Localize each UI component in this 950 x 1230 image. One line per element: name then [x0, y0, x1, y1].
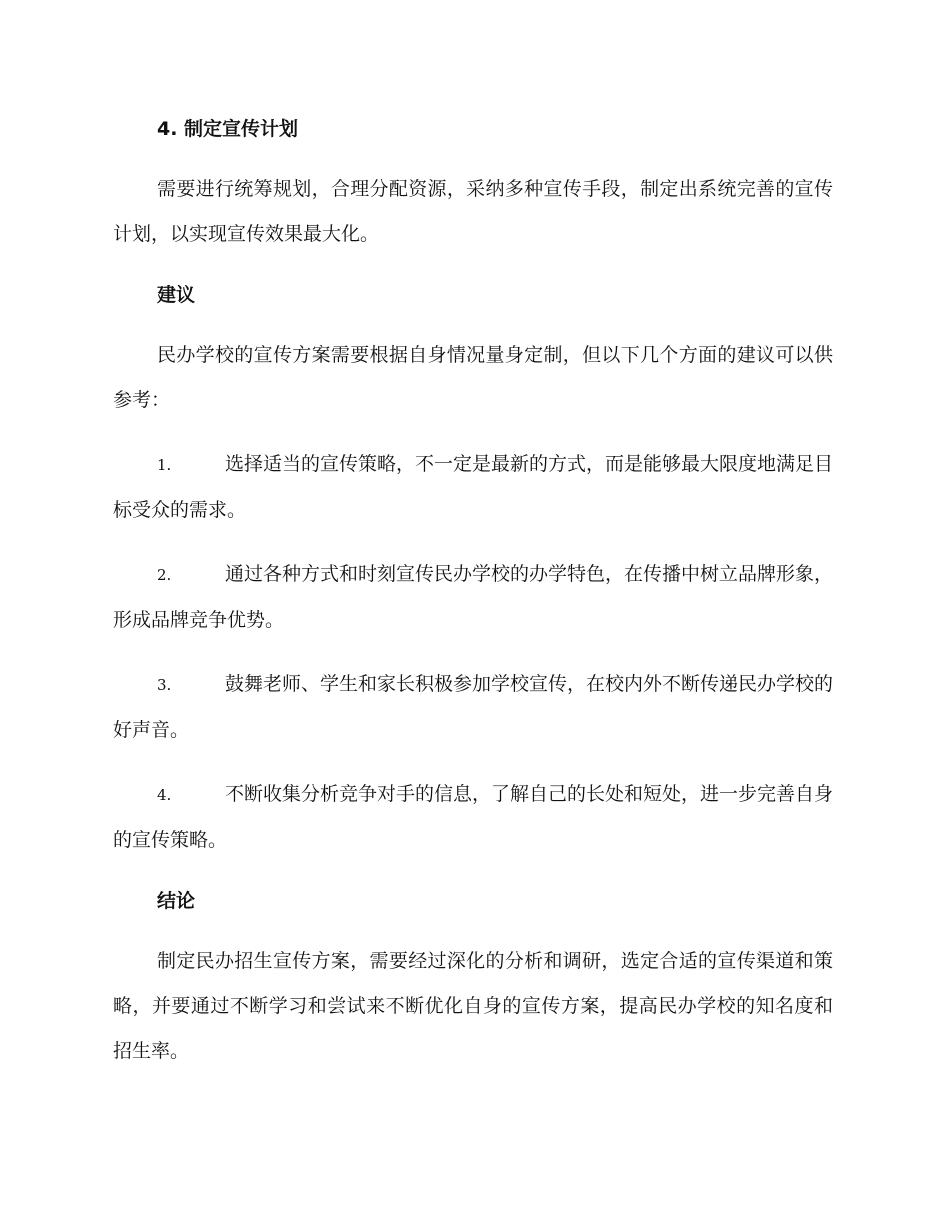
suggestion-list	[113, 442, 833, 863]
list-item-number: 4.	[157, 786, 172, 804]
list-item-text: 选择适当的宣传策略，不一定是最新的方式，而是能够最大限度地满足目标受众的需求。	[113, 453, 834, 521]
list-item	[113, 662, 833, 753]
list-item-text: 通过各种方式和时刻宣传民办学校的办学特色，在传播中树立品牌形象，形成品牌竞争优势。	[113, 563, 834, 631]
list-item	[113, 772, 833, 863]
section-heading-plan: 4. 制定宣传计划	[157, 118, 299, 140]
section-paragraph-suggestions: 民办学校的宣传方案需要根据自身情况量身定制，但以下几个方面的建议可以供参考：	[113, 344, 833, 411]
list-item-text: 鼓舞老师、学生和家长积极参加学校宣传，在校内外不断传递民办学校的好声音。	[113, 673, 834, 741]
list-item	[113, 552, 833, 643]
document-body	[113, 110, 833, 1093]
section-heading-suggestions: 建议	[157, 284, 196, 306]
list-item	[113, 442, 833, 533]
list-item-number: 1.	[157, 456, 172, 474]
list-item-number: 3.	[157, 676, 172, 694]
list-item-number: 2.	[157, 566, 172, 584]
section-paragraph-plan: 需要进行统筹规划，合理分配资源，采纳多种宣传手段，制定出系统完善的宣传计划，以实现宣传效果最大化。	[113, 178, 833, 245]
list-item-text: 不断收集分析竞争对手的信息，了解自己的长处和短处，进一步完善自身的宣传策略。	[113, 783, 834, 851]
section-heading-conclusion: 结论	[157, 890, 196, 912]
section-paragraph-conclusion: 制定民办招生宣传方案，需要经过深化的分析和调研，选定合适的宣传渠道和策略，并要通过不断学习和尝试来不断优化自身的宣传方案，提高民办学校的知名度和招生率。	[113, 950, 833, 1062]
